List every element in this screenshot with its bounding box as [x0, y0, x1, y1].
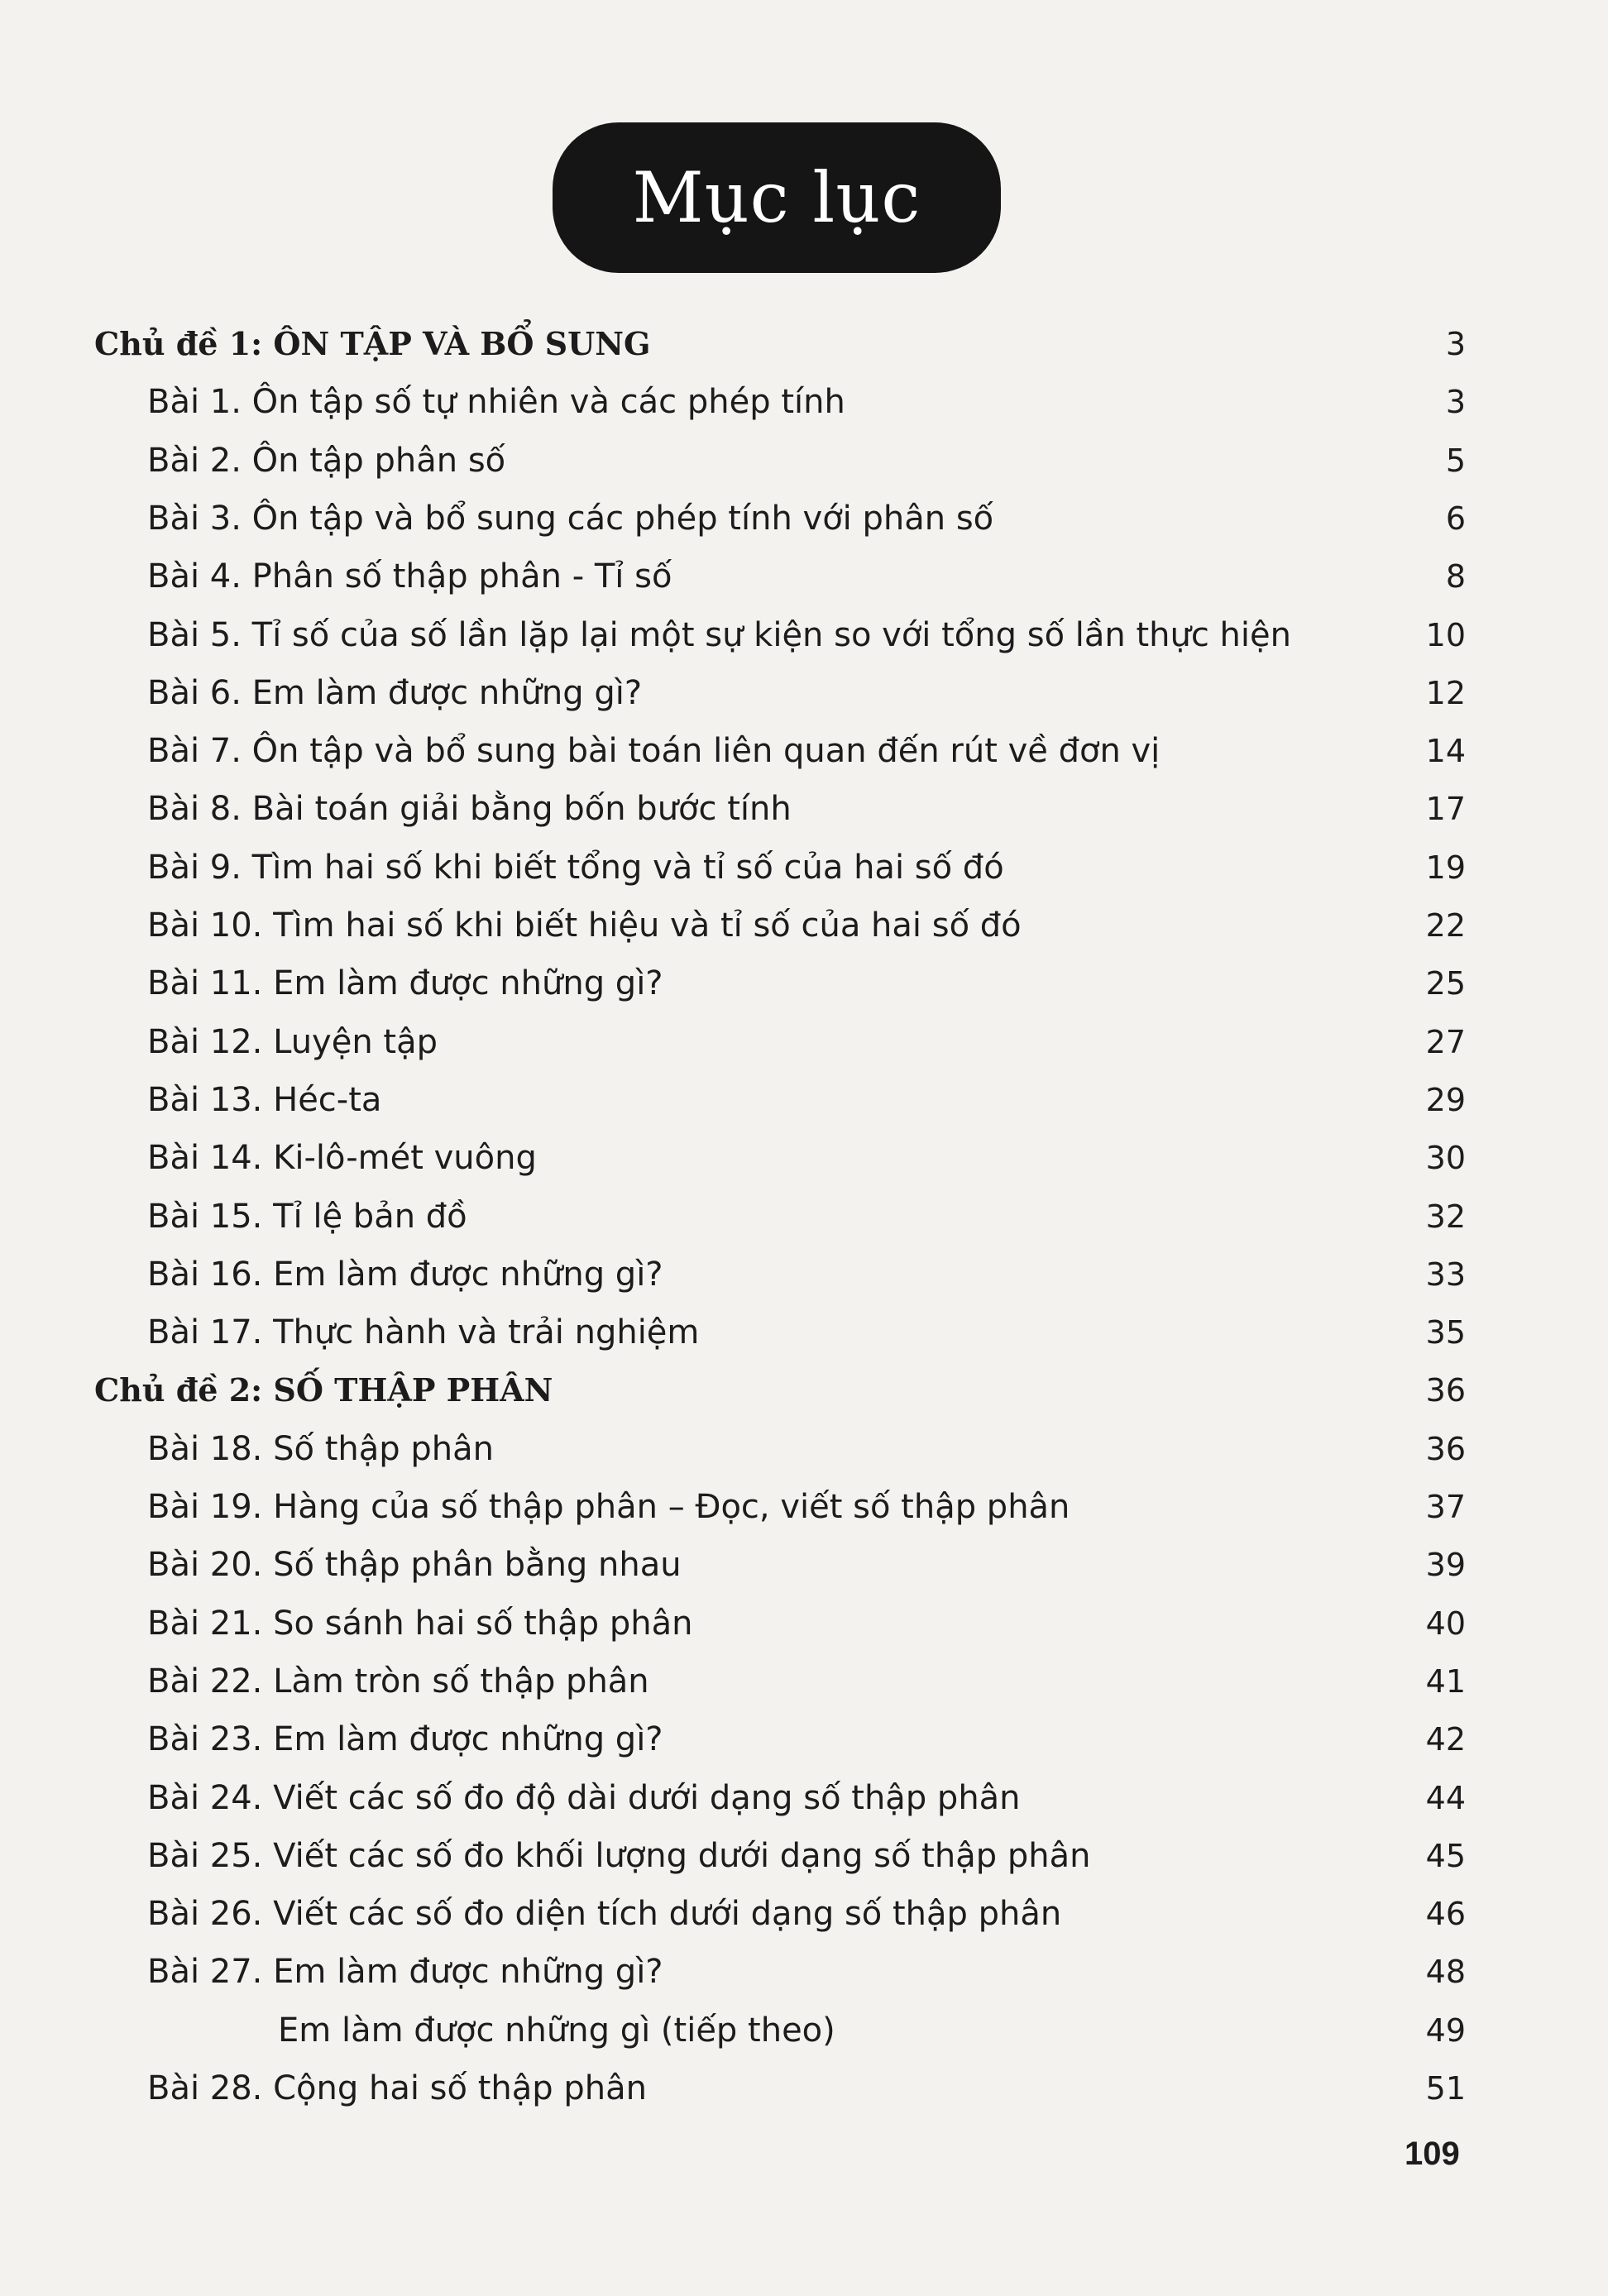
toc-entry-label: Bài 22. Làm tròn số thập phân: [147, 1662, 649, 1700]
toc-entry-label: Bài 11. Em làm được những gì?: [147, 964, 663, 1003]
toc-page-number: 42: [1425, 1721, 1466, 1758]
toc-entry-label: Bài 2. Ôn tập phân số: [147, 441, 506, 480]
toc-lesson-row: [147, 1308, 1466, 1357]
toc-entry-label: Bài 12. Luyện tập: [147, 1022, 438, 1061]
toc-lesson-row: [147, 1482, 1466, 1532]
toc-entry-label: Bài 20. Số thập phân bằng nhau: [147, 1546, 682, 1585]
toc-page-number: 5: [1445, 442, 1466, 479]
toc-entry-label: Bài 21. So sánh hai số thập phân: [147, 1604, 693, 1643]
toc-lesson-row: [147, 1133, 1466, 1183]
toc-page-number: 46: [1425, 1896, 1466, 1933]
toc-lesson-row: [147, 552, 1466, 601]
toc-lesson-row: [147, 784, 1466, 834]
toc-entry-label: Bài 9. Tìm hai số khi biết tổng và tỉ số của hai số đó: [147, 848, 1004, 887]
toc-page-number: 29: [1425, 1081, 1466, 1118]
toc-page-number: 8: [1445, 558, 1466, 596]
toc-page-number: 51: [1425, 2070, 1466, 2107]
toc-lesson-row: [147, 1075, 1466, 1125]
toc-lesson-row: [147, 1192, 1466, 1241]
toc-lesson-row: [147, 1017, 1466, 1067]
toc-chapter-row: [94, 319, 1466, 369]
toc-entry-label: Bài 6. Em làm được những gì?: [147, 673, 643, 712]
toc-lesson-row: [147, 959, 1466, 1008]
toc-page-number: 17: [1425, 791, 1466, 828]
page-number: 109: [1405, 2136, 1460, 2172]
toc-entry-label: Bài 13. Héc-ta: [147, 1080, 382, 1119]
toc-page-number: 10: [1425, 616, 1466, 653]
toc-lesson-row: [147, 843, 1466, 892]
toc-lesson-row: [147, 1831, 1466, 1881]
toc-chapter-row: [94, 1366, 1466, 1415]
toc-entry-label: Bài 10. Tìm hai số khi biết hiệu và tỉ số của hai số đó: [147, 906, 1022, 945]
toc-page-number: 40: [1425, 1605, 1466, 1642]
toc-page-number: 22: [1425, 907, 1466, 944]
toc-page-number: 44: [1425, 1779, 1466, 1816]
toc-lesson-row: [147, 494, 1466, 543]
toc-entry-label: Bài 15. Tỉ lệ bản đồ: [147, 1197, 467, 1236]
page-title: Mục lục: [632, 157, 921, 238]
toc-page-number: 12: [1425, 674, 1466, 711]
toc-page-number: 41: [1425, 1662, 1466, 1700]
title-banner: [553, 122, 1001, 273]
toc-lesson-row: [147, 1947, 1466, 1997]
toc-page-number: 6: [1445, 500, 1466, 537]
toc-entry-label: Bài 7. Ôn tập và bổ sung bài toán liên quan đến rút về đơn vị: [147, 732, 1161, 771]
toc-entry-label: Bài 8. Bài toán giải bằng bốn bước tính: [147, 790, 792, 829]
toc-page-number: 33: [1425, 1256, 1466, 1293]
toc-entry-label: Bài 24. Viết các số đo độ dài dưới dạng số thập phân: [147, 1778, 1021, 1817]
toc-entry-label: Chủ đề 1: ÔN TẬP VÀ BỔ SUNG: [94, 325, 651, 362]
toc-lesson-row: [147, 1773, 1466, 1823]
toc-lesson-row: [147, 1657, 1466, 1706]
toc-lesson-row: [147, 1540, 1466, 1590]
toc-lesson-row: [147, 1715, 1466, 1764]
toc-lesson-row: [147, 726, 1466, 776]
toc-lesson-row: [147, 2064, 1466, 2113]
toc-entry-label: Bài 23. Em làm được những gì?: [147, 1720, 663, 1759]
toc-lesson-row: [278, 2006, 1466, 2055]
toc-entry-label: Bài 3. Ôn tập và bổ sung các phép tính với phân số: [147, 499, 994, 538]
toc-entry-label: Bài 4. Phân số thập phân - Tỉ số: [147, 557, 672, 596]
toc-page-number: 45: [1425, 1837, 1466, 1874]
toc-page-number: 25: [1425, 965, 1466, 1002]
toc-lesson-row: [147, 668, 1466, 718]
toc-entry-label: Bài 27. Em làm được những gì?: [147, 1953, 663, 1992]
toc-entry-label: Bài 17. Thực hành và trải nghiệm: [147, 1313, 700, 1352]
toc-entry-label: Bài 19. Hàng của số thập phân – Đọc, viết số thập phân: [147, 1488, 1070, 1526]
toc-page-number: 36: [1425, 1430, 1466, 1467]
toc-entry-label: Bài 1. Ôn tập số tự nhiên và các phép tính: [147, 383, 845, 422]
toc-page-number: 35: [1425, 1314, 1466, 1351]
toc-page-number: 3: [1445, 384, 1466, 421]
toc-entry-label: Bài 14. Ki-lô-mét vuông: [147, 1139, 537, 1178]
toc-page-number: 49: [1425, 2011, 1466, 2049]
toc-entry-label: Bài 25. Viết các số đo khối lượng dưới dạng số thập phân: [147, 1836, 1091, 1875]
toc-lesson-row: [147, 1424, 1466, 1474]
toc-lesson-row: [147, 901, 1466, 950]
toc-entry-label: Em làm được những gì (tiếp theo): [278, 2011, 835, 2050]
toc-lesson-row: [147, 1889, 1466, 1939]
toc-lesson-row: [147, 1599, 1466, 1648]
toc-page-number: 19: [1425, 849, 1466, 886]
toc-entry-label: Bài 28. Cộng hai số thập phân: [147, 2069, 647, 2107]
toc-page-number: 39: [1425, 1547, 1466, 1584]
toc-lesson-row: [147, 1250, 1466, 1299]
toc-lesson-row: [147, 610, 1466, 660]
toc-page-number: 36: [1425, 1372, 1466, 1409]
toc-page-number: 48: [1425, 1954, 1466, 1991]
toc-page-number: 3: [1445, 326, 1466, 362]
toc-page-number: 27: [1425, 1023, 1466, 1060]
toc-lesson-row: [147, 377, 1466, 427]
toc-entry-label: Chủ đề 2: SỐ THẬP PHÂN: [94, 1371, 553, 1409]
toc-entry-label: Bài 16. Em làm được những gì?: [147, 1255, 663, 1294]
toc-entry-label: Bài 5. Tỉ số của số lần lặp lại một sự kiện so với tổng số lần thực hiện: [147, 615, 1291, 654]
toc-entry-label: Bài 18. Số thập phân: [147, 1429, 494, 1468]
toc-entry-label: Bài 26. Viết các số đo diện tích dưới dạng số thập phân: [147, 1895, 1062, 1934]
toc-page-number: 30: [1425, 1140, 1466, 1177]
toc-page-number: 14: [1425, 733, 1466, 770]
toc-lesson-row: [147, 436, 1466, 486]
toc-page-number: 37: [1425, 1489, 1466, 1525]
toc-page-number: 32: [1425, 1198, 1466, 1235]
